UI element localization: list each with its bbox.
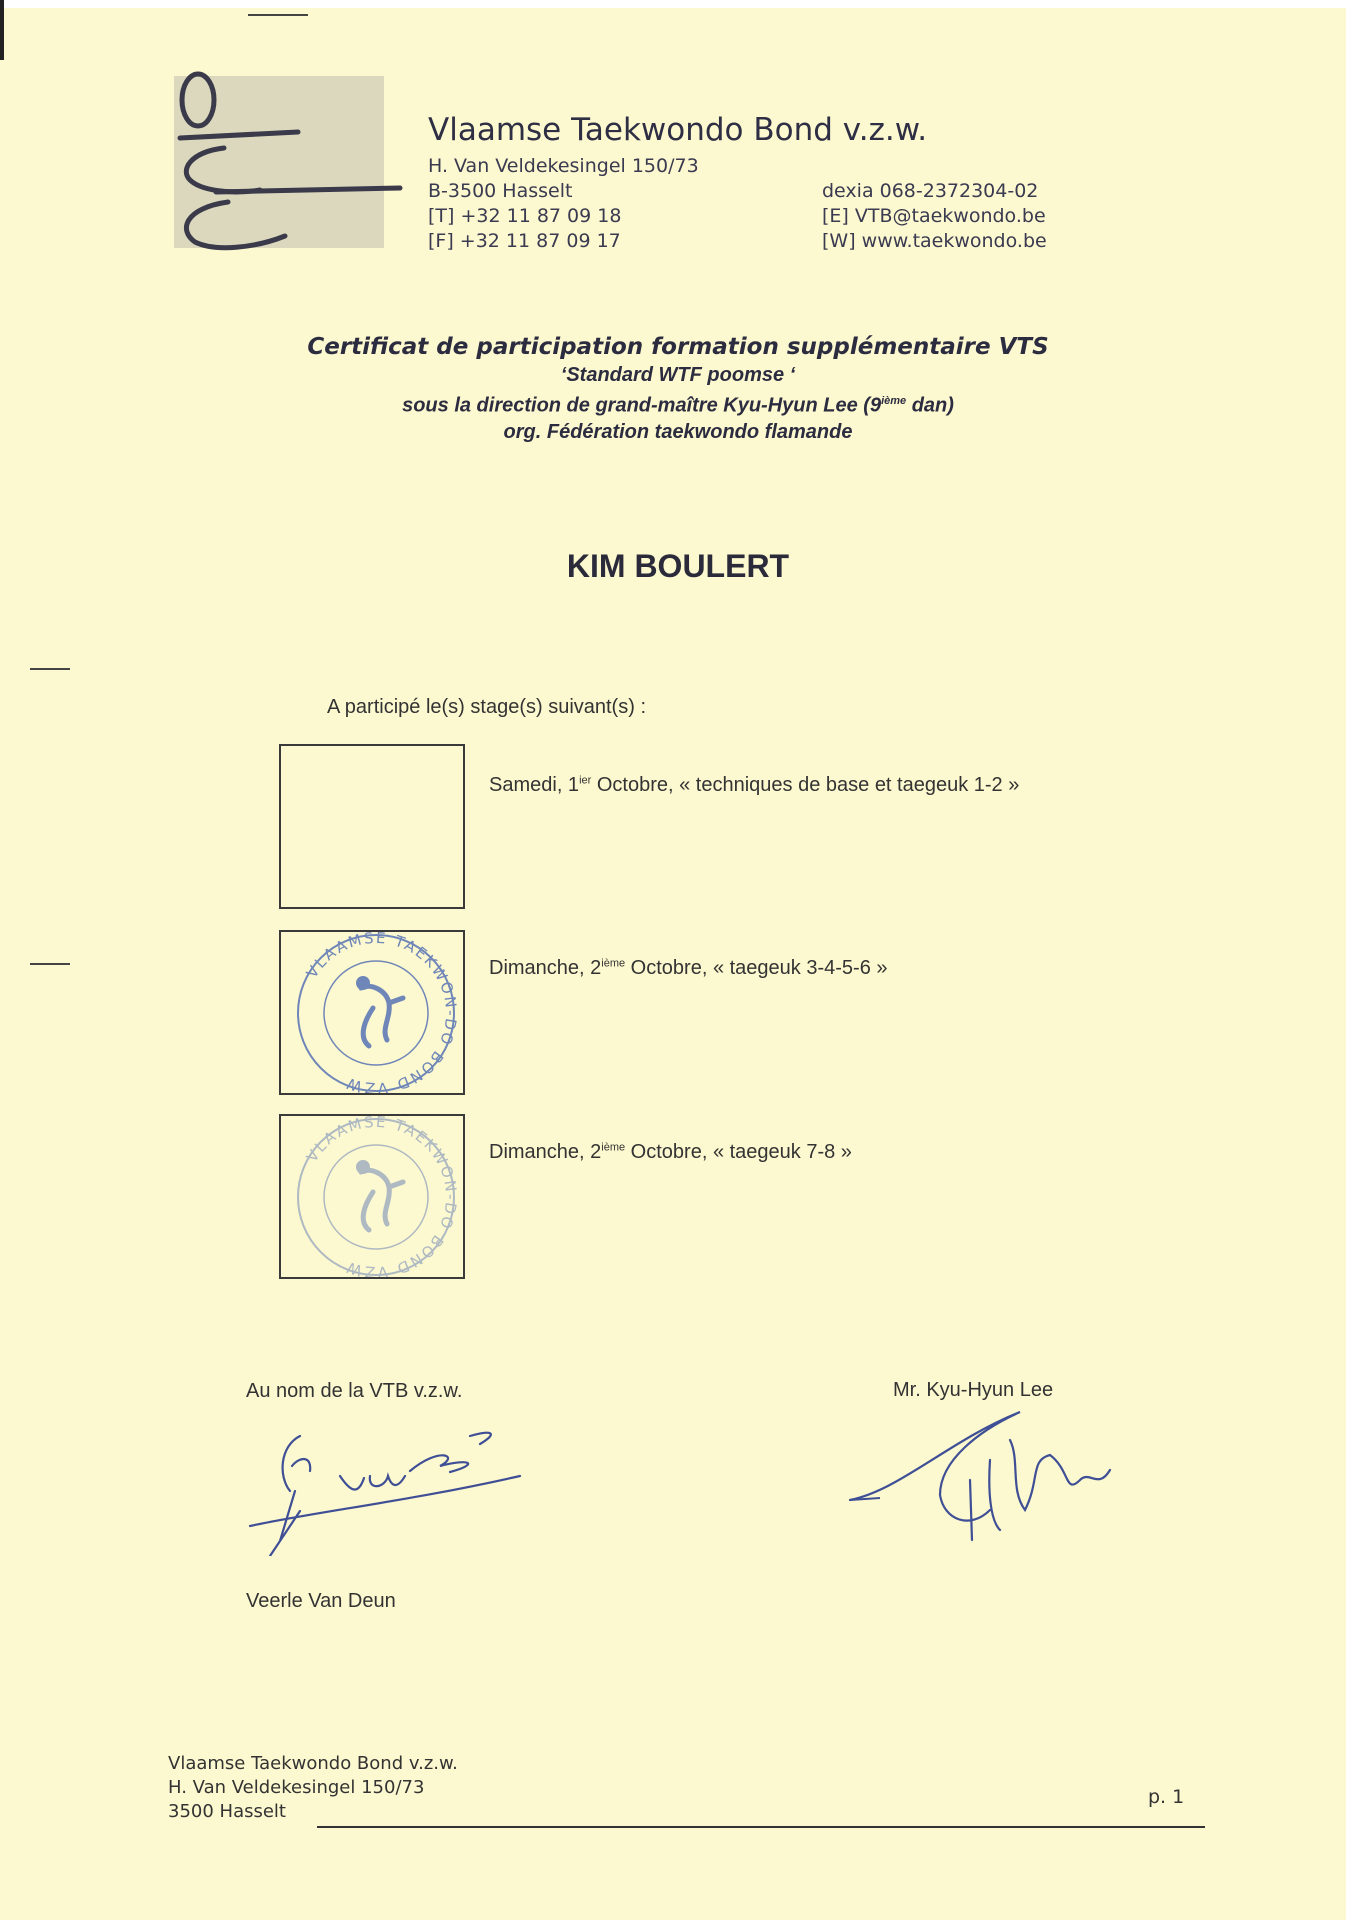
stage-item: Dimanche, 2ième Octobre, « taegeuk 7-8 » [489, 1141, 852, 1163]
signature-left [240, 1416, 560, 1556]
punch-mark [30, 963, 70, 965]
phone-number: [T] +32 11 87 09 18 [428, 205, 622, 227]
signature-right [840, 1400, 1130, 1550]
recipient-name: KIM BOULERT [566, 548, 790, 584]
stamp-seal [291, 928, 461, 1098]
footer-address [168, 1752, 458, 1824]
fold-mark [248, 14, 308, 16]
svg-text:VLAAMSE TAEKWON-DO BOND VZW: VLAAMSE TAEKWON-DO BOND VZW [302, 928, 461, 1098]
address-block [428, 154, 699, 254]
signature-left-name: Veerle Van Deun [246, 1590, 396, 1612]
stage-stamp-box [279, 1112, 465, 1282]
binder-mark [0, 0, 4, 60]
footer-city: 3500 Hasselt [168, 1801, 286, 1822]
certificate-organizer: org. Fédération taekwondo flamande [503, 420, 853, 443]
stage-item: Samedi, $1^{ier}$ Octobre, « techniques de base et taegeuk 1-2 » [489, 774, 1020, 796]
certificate-heading [0, 332, 1356, 445]
stamp-seal [291, 1112, 461, 1282]
certificate-direction: sous la direction de grand-maître Kyu-Hyun Lee (9ième dan) [402, 394, 954, 417]
page-number: p. 1 [1148, 1786, 1185, 1808]
page-edge [0, 0, 1356, 8]
contact-block [822, 179, 1047, 254]
page-edge-right [1346, 0, 1356, 1920]
signature-right-label: Mr. Kyu-Hyun Lee [893, 1379, 1054, 1401]
vtb-logo [160, 60, 420, 260]
footer-org-name: Vlaamse Taekwondo Bond v.z.w. [168, 1753, 458, 1774]
certificate-title: Certificat de participation formation supplémentaire VTS [307, 334, 1049, 360]
footer-rule [317, 1826, 1205, 1828]
website: [W] www.taekwondo.be [822, 230, 1047, 252]
punch-mark [30, 668, 70, 670]
stage-stamp-box [279, 928, 465, 1098]
fax-number: [F] +32 11 87 09 17 [428, 230, 621, 252]
participation-intro: A participé le(s) stage(s) suivant(s) : [327, 696, 646, 718]
email-address: [E] VTB@taekwondo.be [822, 205, 1046, 227]
certificate-subtitle: ‘Standard WTF poomse ‘ [560, 364, 796, 386]
bank-account: dexia 068-2372304-02 [822, 180, 1039, 202]
stage-stamp-box [279, 744, 465, 909]
signature-left-label: Au nom de la VTB v.z.w. [246, 1380, 463, 1402]
svg-text:VLAAMSE TAEKWON-DO BOND VZW: VLAAMSE TAEKWON-DO BOND VZW [302, 1112, 461, 1282]
address-street: H. Van Veldekesingel 150/73 [428, 155, 699, 177]
org-name: Vlaamse Taekwondo Bond v.z.w. [428, 112, 928, 148]
footer-street: H. Van Veldekesingel 150/73 [168, 1777, 425, 1798]
address-city: B-3500 Hasselt [428, 180, 573, 202]
stage-item: Dimanche, 2ième Octobre, « taegeuk 3-4-5-6 » [489, 957, 888, 979]
